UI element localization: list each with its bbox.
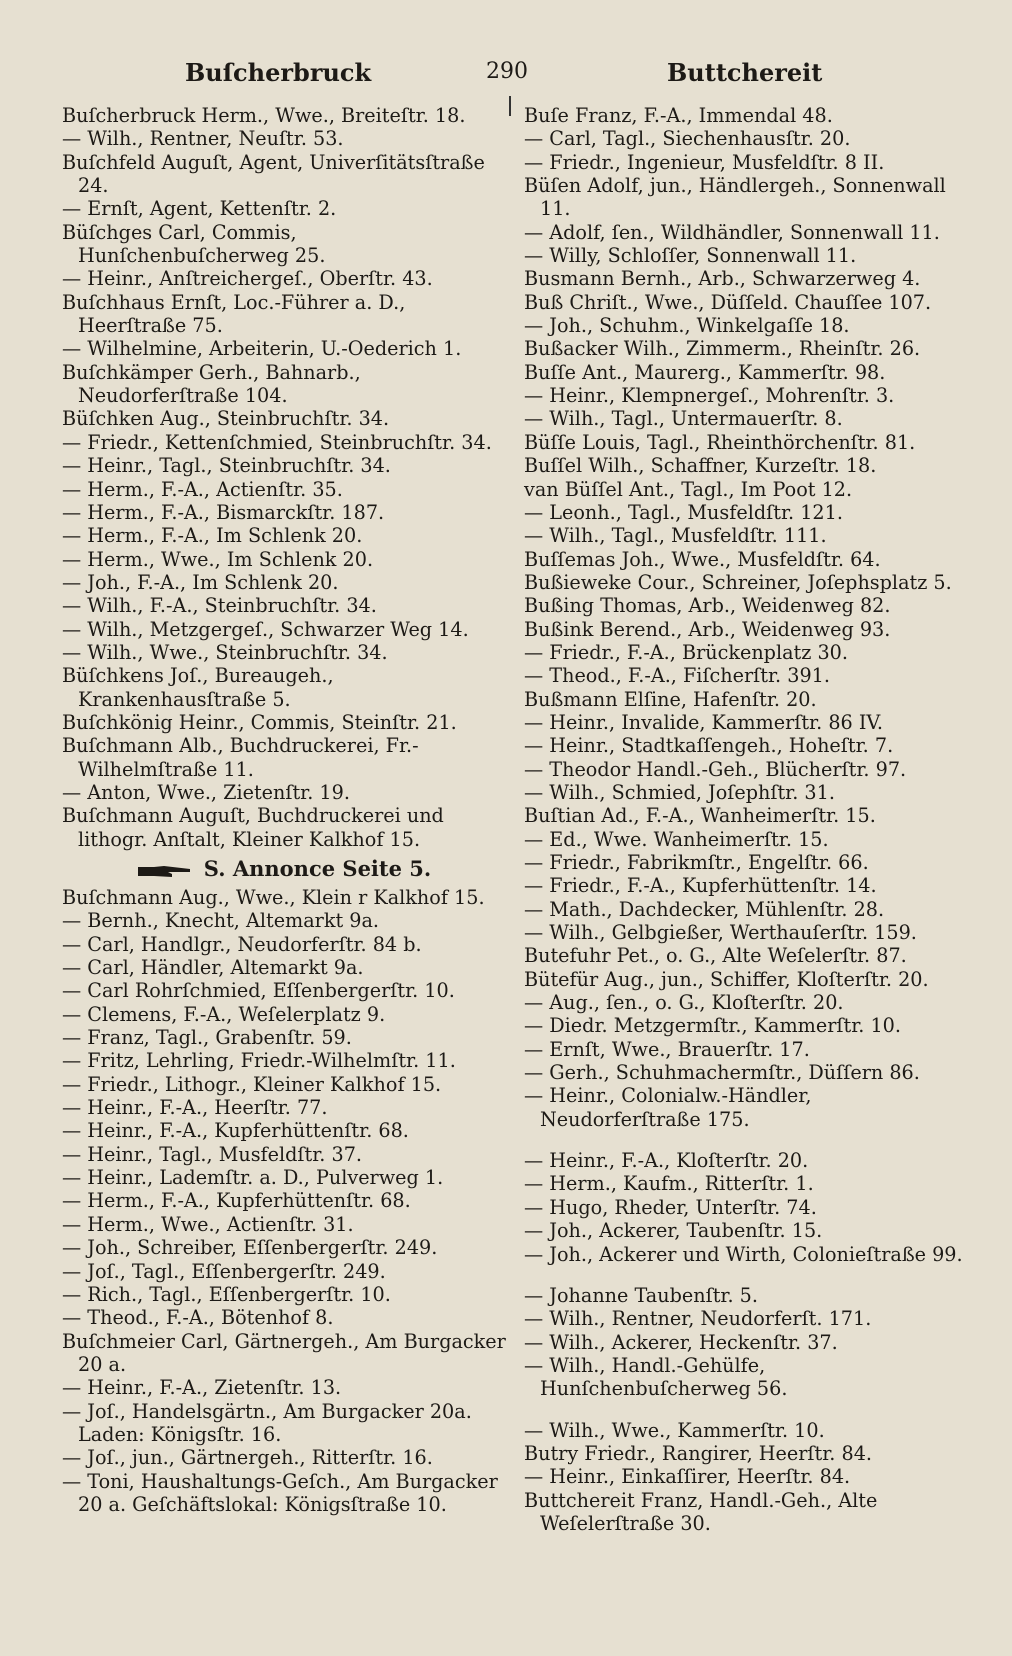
directory-entry: — Friedr., Ingenieur, Musfeldſtr. 8 II. xyxy=(524,150,885,174)
directory-entry: — Wilh., Wwe., Steinbruchſtr. 34. xyxy=(62,640,388,664)
left-entry-list xyxy=(62,104,507,851)
directory-entry: — Bernh., Knecht, Altemarkt 9a. xyxy=(62,909,380,933)
directory-entry: — Theodor Handl.-Geh., Blücherſtr. 97. xyxy=(524,757,907,781)
directory-entry: — Heinr., F.-A., Heerſtr. 77. xyxy=(62,1096,328,1120)
column-divider xyxy=(509,96,511,116)
directory-entry: — Clemens, F.-A., Weſelerplatz 9. xyxy=(62,1002,386,1026)
directory-entry: Buſchkönig Heinr., Commis, Steinſtr. 21. xyxy=(62,710,457,734)
directory-entry: — Joſ., Tagl., Eſſenbergerſtr. 249. xyxy=(62,1259,386,1283)
directory-entry: — Herm., Wwe., Actienſtr. 31. xyxy=(62,1212,354,1236)
header-left-catchword: Buſcherbruck xyxy=(185,58,372,87)
directory-entry: Bußing Thomas, Arb., Weidenweg 82. xyxy=(524,594,891,618)
directory-entry: — Wilh., Rentner, Neuſtr. 53. xyxy=(62,127,344,151)
directory-entry: Bußink Berend., Arb., Weidenweg 93. xyxy=(524,617,891,641)
left-entry-list-continued xyxy=(62,886,507,1516)
directory-entry: — Aug., ſen., o. G., Kloſterſtr. 20. xyxy=(524,991,844,1015)
directory-entry: — Heinr., Klempnergeſ., Mohrenſtr. 3. xyxy=(524,384,895,408)
directory-entry: — Joſ., Handelsgärtn., Am Burgacker 20a. Laden: Königsſtr. 16. xyxy=(62,1399,472,1446)
directory-entry: — Herm., F.-A., Kupferhüttenſtr. 68. xyxy=(62,1189,411,1213)
page-number: 290 xyxy=(486,59,528,84)
directory-entry: — Herm., F.-A., Actienſtr. 35. xyxy=(62,477,343,501)
directory-entry: Buſſel Wilh., Schaffner, Kurzeſtr. 18. xyxy=(524,454,877,478)
left-column xyxy=(62,104,507,1516)
directory-entry: — Theod., F.-A., Fiſcherſtr. 391. xyxy=(524,664,830,688)
directory-entry: — Leonh., Tagl., Musfeldſtr. 121. xyxy=(524,500,843,524)
directory-entry: — Herm., Kaufm., Ritterſtr. 1. xyxy=(524,1172,814,1196)
directory-entry: — Heinr., F.-A., Kupferhüttenſtr. 68. xyxy=(62,1119,409,1143)
directory-entry: Butefuhr Pet., o. G., Alte Weſelerſtr. 87. xyxy=(524,944,907,968)
directory-entry: Bußacker Wilh., Zimmerm., Rheinſtr. 26. xyxy=(524,337,921,361)
directory-entry: — Wilh., Tagl., Untermauerſtr. 8. xyxy=(524,407,843,431)
directory-entry: Büſchken Aug., Steinbruchſtr. 34. xyxy=(62,407,390,431)
directory-entry: Bußmann Elſine, Hafenſtr. 20. xyxy=(524,687,817,711)
directory-entry: Buſchmeier Carl, Gärtnergeh., Am Burgacker 20 a. xyxy=(62,1329,506,1376)
directory-entry: — Carl, Tagl., Siechenhausſtr. 20. xyxy=(524,127,851,151)
directory-entry: Buſſemas Joh., Wwe., Musfeldſtr. 64. xyxy=(524,547,881,571)
directory-entry: — Adolf, ſen., Wildhändler, Sonnenwall 11. xyxy=(524,220,940,244)
directory-entry: — Wilhelmine, Arbeiterin, U.-Oederich 1. xyxy=(62,337,462,361)
directory-entry: Buß Chriſt., Wwe., Düſſeld. Chauſſee 107. xyxy=(524,290,932,314)
directory-entry: — Carl Rohrſchmied, Eſſenbergerſtr. 10. xyxy=(62,979,455,1003)
directory-entry: Buſe Franz, F.-A., Immendal 48. xyxy=(524,104,833,127)
directory-entry: — Wilh., Gelbgießer, Werthauſerſtr. 159. xyxy=(524,921,917,945)
directory-entry: — Rich., Tagl., Eſſenbergerſtr. 10. xyxy=(62,1282,391,1306)
directory-entry: — Wilh., Metzgergeſ., Schwarzer Weg 14. xyxy=(62,617,469,641)
directory-entry: Büſchges Carl, Commis, Hunſchenbuſcherweg 25. xyxy=(62,220,326,268)
directory-entry: — Herm., F.-A., Im Schlenk 20. xyxy=(62,524,363,548)
directory-entry: — Gerh., Schuhmachermſtr., Düſſern 86. xyxy=(524,1061,920,1085)
right-entry-list xyxy=(524,104,969,1535)
directory-entry: — Friedr., Lithogr., Kleiner Kalkhof 15. xyxy=(62,1072,442,1096)
directory-entry: Buſtian Ad., F.-A., Wanheimerſtr. 15. xyxy=(524,804,876,828)
directory-entry: — Ed., Wwe. Wanheimerſtr. 15. xyxy=(524,827,829,851)
directory-entry: Büſen Adolf, jun., Händlergeh., Sonnenwall 11. xyxy=(524,174,946,221)
directory-entry: — Johanne Taubenſtr. 5. xyxy=(524,1283,758,1307)
directory-entry: — Joh., Ackerer, Taubenſtr. 15. xyxy=(524,1219,823,1243)
directory-entry: Buſchhaus Ernſt, Loc.-Führer a. D., Heerſtraße 75. xyxy=(62,290,406,338)
directory-entry: — Herm., Wwe., Im Schlenk 20. xyxy=(62,547,374,571)
directory-entry: — Heinr., F.-A., Zietenſtr. 13. xyxy=(62,1376,342,1400)
header-right-catchword: Buttchereit xyxy=(667,58,823,87)
directory-entry: — Joſ., jun., Gärtnergeh., Ritterſtr. 16. xyxy=(62,1446,433,1470)
directory-entry: — Ernſt, Wwe., Brauerſtr. 17. xyxy=(524,1037,810,1061)
directory-entry: — Hugo, Rheder, Unterſtr. 74. xyxy=(524,1195,817,1219)
directory-entry: — Wilh., Rentner, Neudorferſt. 171. xyxy=(524,1307,872,1331)
directory-entry: — Wilh., Wwe., Kammerſtr. 10. xyxy=(524,1418,825,1442)
directory-entry: — Joh., Schuhm., Winkelgaſſe 18. xyxy=(524,314,850,338)
directory-entry: Büſſe Louis, Tagl., Rheinthörchenſtr. 81. xyxy=(524,430,916,454)
directory-entry: — Willy, Schloſſer, Sonnenwall 11. xyxy=(524,244,857,268)
directory-entry: Buſchkämper Gerh., Bahnarb., Neudorferſtraße 104. xyxy=(62,360,361,408)
annonce-text: S. Annonce Seite 5. xyxy=(203,856,432,881)
directory-entry: — Diedr. Metzgermſtr., Kammerſtr. 10. xyxy=(524,1014,901,1038)
directory-entry: Buſcherbruck Herm., Wwe., Breiteſtr. 18. xyxy=(62,104,466,127)
directory-entry: — Heinr., Stadtkaſſengeh., Hoheſtr. 7. xyxy=(524,734,894,758)
directory-entry: Bütefür Aug., jun., Schiffer, Kloſterſtr. 20. xyxy=(524,967,929,991)
directory-entry: Buſchfeld Auguſt, Agent, Univerſitätsſtraße 24. xyxy=(62,150,485,198)
directory-entry: Buſchmann Aug., Wwe., Klein r Kalkhof 15. xyxy=(62,886,485,909)
directory-entry: — Heinr., Colonialw.-Händler, Neudorferſtraße 175. xyxy=(524,1084,812,1131)
right-column xyxy=(524,104,969,1535)
directory-entry: — Franz, Tagl., Grabenſtr. 59. xyxy=(62,1026,352,1050)
directory-entry: — Heinr., Lademſtr. a. D., Pulverweg 1. xyxy=(62,1166,444,1190)
page-header xyxy=(0,52,1012,92)
directory-entry: — Wilh., F.-A., Steinbruchſtr. 34. xyxy=(62,594,377,618)
directory-entry: Büſchkens Joſ., Bureaugeh., Krankenhausſtraße 5. xyxy=(62,664,334,711)
directory-entry: Busmann Bernh., Arb., Schwarzerweg 4. xyxy=(524,267,921,291)
directory-entry: — Joh., Ackerer und Wirth, Colonieſtraße 99. xyxy=(524,1242,963,1266)
directory-entry: — Heinr., Tagl., Musfeldſtr. 37. xyxy=(62,1142,363,1166)
directory-entry: — Heinr., Anſtreichergeſ., Oberſtr. 43. xyxy=(62,267,433,291)
directory-entry: — Joh., Schreiber, Eſſenbergerſtr. 249. xyxy=(62,1236,438,1260)
directory-entry: Butry Friedr., Rangirer, Heerſtr. 84. xyxy=(524,1441,872,1465)
directory-entry: — Wilh., Handl.-Gehülfe, Hunſchenbuſcherweg 56. xyxy=(524,1353,788,1401)
directory-entry: Buſchmann Alb., Buchdruckerei, Fr.-Wilhelmſtraße 11. xyxy=(62,734,419,781)
directory-entry: Buſchmann Auguſt, Buchdruckerei und lithogr. Anſtalt, Kleiner Kalkhof 15. xyxy=(62,804,444,851)
pointing-hand-icon xyxy=(138,864,190,878)
annonce-notice xyxy=(62,855,507,883)
directory-entry: — Friedr., F.-A., Kupferhüttenſtr. 14. xyxy=(524,874,877,898)
directory-entry: — Theod., F.-A., Bötenhof 8. xyxy=(62,1306,334,1330)
directory-entry: — Wilh., Tagl., Musfeldſtr. 111. xyxy=(524,524,827,548)
directory-entry: — Wilh., Ackerer, Heckenſtr. 37. xyxy=(524,1330,838,1354)
directory-entry: Buſſe Ant., Maurerg., Kammerſtr. 98. xyxy=(524,360,886,384)
directory-entry: — Carl, Händler, Altemarkt 9a. xyxy=(62,956,364,980)
directory-entry: — Heinr., Tagl., Steinbruchſtr. 34. xyxy=(62,454,391,478)
directory-entry: — Joh., F.-A., Im Schlenk 20. xyxy=(62,570,339,594)
directory-entry: — Toni, Haushaltungs-Geſch., Am Burgacker 20 a. Geſchäftslokal: Königsſtraße 10. xyxy=(62,1469,498,1516)
directory-entry: — Friedr., Fabrikmſtr., Engelſtr. 66. xyxy=(524,851,869,874)
directory-entry: — Heinr., F.-A., Kloſterſtr. 20. xyxy=(524,1149,809,1173)
directory-entry: — Carl, Handlgr., Neudorferſtr. 84 b. xyxy=(62,932,422,956)
directory-entry: — Anton, Wwe., Zietenſtr. 19. xyxy=(62,780,350,804)
directory-entry: — Friedr., F.-A., Brückenplatz 30. xyxy=(524,640,848,664)
directory-entry: — Heinr., Invalide, Kammerſtr. 86 IV. xyxy=(524,710,884,734)
directory-entry: — Wilh., Schmied, Joſephſtr. 31. xyxy=(524,780,835,804)
directory-entry: — Herm., F.-A., Bismarckſtr. 187. xyxy=(62,500,385,524)
directory-entry: — Friedr., Kettenſchmied, Steinbruchſtr. 34. xyxy=(62,430,492,454)
directory-entry: Buttchereit Franz, Handl.-Geh., Alte Weſelerſtraße 30. xyxy=(524,1488,878,1535)
directory-entry: — Ernſt, Agent, Kettenſtr. 2. xyxy=(62,197,337,221)
directory-entry: — Fritz, Lehrling, Friedr.-Wilhelmſtr. 11. xyxy=(62,1049,456,1073)
directory-entry: — Math., Dachdecker, Mühlenſtr. 28. xyxy=(524,897,885,921)
directory-entry: van Büſſel Ant., Tagl., Im Poot 12. xyxy=(524,477,853,501)
directory-entry: — Heinr., Einkaſſirer, Heerſtr. 84. xyxy=(524,1465,851,1489)
directory-entry: Bußieweke Cour., Schreiner, Joſephsplatz 5. xyxy=(524,570,952,594)
